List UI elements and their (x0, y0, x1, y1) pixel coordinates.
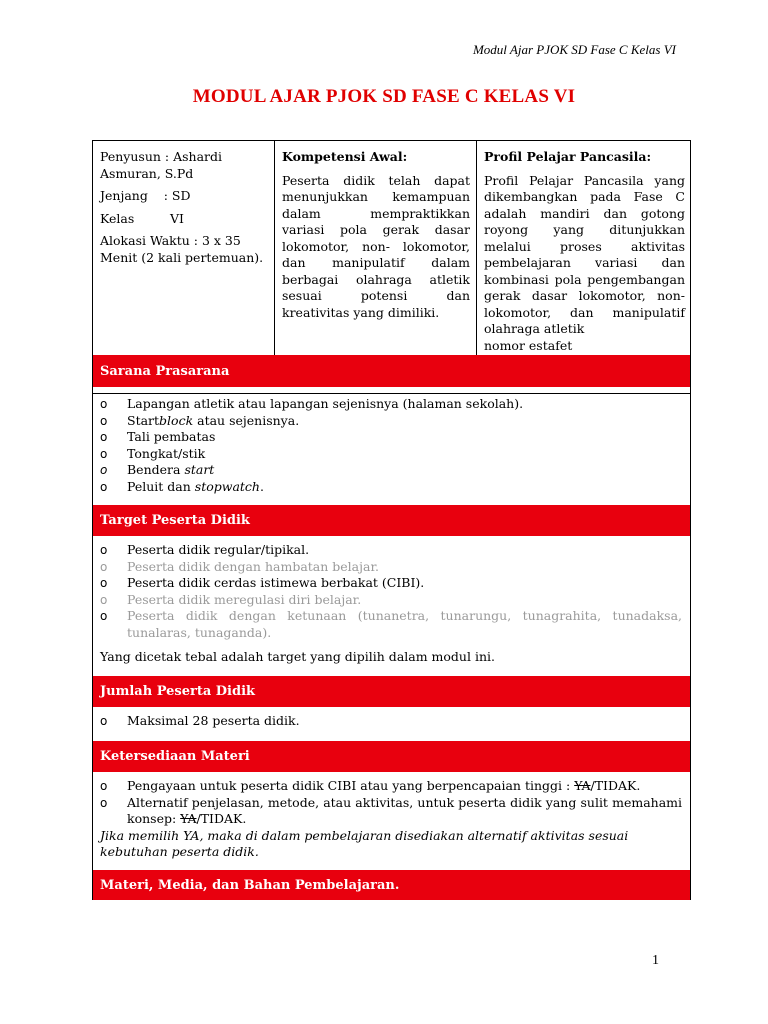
ya-option: YA (180, 811, 197, 827)
author-info-cell (93, 141, 274, 355)
list-item: o Startblock atau sejenisnya. (100, 412, 300, 428)
initial-competence-text: Peserta didik telah dapat menunjukkan kemampuan dalam mempraktikkan variasi pola gerak dasar lokomotor, non- lokomotor, dan manipulatif dalam berbagai olahraga atletik sesuai potensi dan kreativitas yang dimiliki. (282, 172, 470, 320)
section-header-materi: Materi, Media, dan Bahan Pembelajaran. (93, 870, 690, 900)
bullet-icon: o (100, 592, 108, 607)
jumlah-section (93, 707, 690, 739)
ketersediaan-list (93, 778, 690, 828)
list-item: o Peluit dan stopwatch. (100, 478, 264, 494)
target-section (93, 536, 690, 674)
bullet-icon: o (100, 463, 108, 478)
tidak-option: /TIDAK. (590, 778, 641, 793)
pancasila-profile-last-line: nomor estafet (484, 337, 573, 353)
bullet-icon: o (100, 576, 108, 591)
running-header: Modul Ajar PJOK SD Fase C Kelas VI (472, 42, 676, 57)
author-text: Penyusun : Ashardi Asmuran, S.Pd (100, 149, 223, 181)
bullet-icon: o (100, 779, 108, 793)
bullet-icon: o (100, 479, 108, 494)
sarana-list (93, 396, 690, 496)
document-title: MODUL AJAR PJOK SD FASE C KELAS VI (192, 86, 576, 107)
level-text: Jenjang : SD (100, 188, 191, 203)
list-item: o Peserta didik cerdas istimewa berbakat (CIBI). (100, 575, 425, 591)
bullet-icon: o (100, 413, 108, 428)
list-item: o Tali pembatas (100, 429, 216, 445)
list-item: o Alternatif penjelasan, metode, atau aktivitas, untuk peserta didik yang sulit memahami konsep: YA/TIDAK. (100, 794, 682, 827)
section-header-target: Target Peserta Didik (93, 505, 690, 536)
tidak-option: /TIDAK. (196, 811, 247, 827)
info-row (93, 141, 690, 355)
bullet-icon: o (100, 397, 108, 411)
target-list (93, 542, 690, 642)
target-note: Yang dicetak tebal adalah target yang dipilih dalam modul ini. (100, 648, 495, 664)
list-item: o Tongkat/stik (100, 445, 206, 461)
ketersediaan-note: Jika memilih YA, maka di dalam pembelajaran disediakan alternatif aktivitas sesuai kebutuhan peserta didik. (100, 827, 629, 860)
list-item: o Peserta didik meregulasi diri belajar. (100, 591, 362, 607)
section-header-sarana: Sarana Prasarana (93, 355, 690, 387)
time-allocation-text: Alokasi Waktu : 3 x 35 Menit (2 kali pertemuan). (100, 233, 264, 265)
section-header-jumlah: Jumlah Peserta Didik (93, 676, 690, 707)
list-item: o Bendera start (100, 462, 215, 478)
initial-competence-cell (274, 141, 476, 355)
list-item: o Peserta didik regular/tipikal. (100, 542, 310, 557)
list-item: o Maksimal 28 peserta didik. (100, 713, 300, 728)
bullet-icon: o (100, 714, 108, 728)
list-item: o Pengayaan untuk peserta didik CIBI atau yang berpencapaian tinggi : YA/TIDAK. (100, 778, 641, 793)
bullet-icon: o (100, 543, 108, 557)
ketersediaan-section (93, 772, 690, 869)
pancasila-profile-text: Profil Pelajar Pancasila yang dikembangkan pada Fase C adalah mandiri dan gotong royong yang ditunjukkan melalui proses aktivitas pembelajaran variasi dan kombinasi pola pengembangan gerak dasar lokomotor, non-lokomotor, dan manipulatif olahraga atletik (484, 172, 685, 336)
class-text: Kelas VI (100, 210, 184, 226)
pancasila-profile-cell (476, 141, 690, 355)
sarana-section (93, 393, 690, 503)
section-header-ketersediaan: Ketersediaan Materi (93, 741, 690, 772)
bullet-icon: o (100, 446, 108, 461)
bullet-icon: o (100, 795, 108, 810)
bullet-icon: o (100, 559, 108, 574)
list-item: o Peserta didik dengan ketunaan (tunanetra, tunarungu, tunagrahita, tunadaksa, tunalaras, tunaganda). (100, 608, 682, 640)
bullet-icon: o (100, 430, 108, 445)
initial-competence-heading: Kompetensi Awal: (282, 149, 408, 164)
module-table (92, 140, 691, 900)
page-number: 1 (652, 953, 659, 968)
ya-option: YA (574, 778, 591, 793)
jumlah-list (93, 713, 690, 730)
pancasila-profile-heading: Profil Pelajar Pancasila: (484, 149, 652, 164)
list-item: o Lapangan atletik atau lapangan sejenisnya (halaman sekolah). (100, 396, 524, 411)
list-item: o Peserta didik dengan hambatan belajar. (100, 558, 380, 574)
bullet-icon: o (100, 609, 108, 624)
